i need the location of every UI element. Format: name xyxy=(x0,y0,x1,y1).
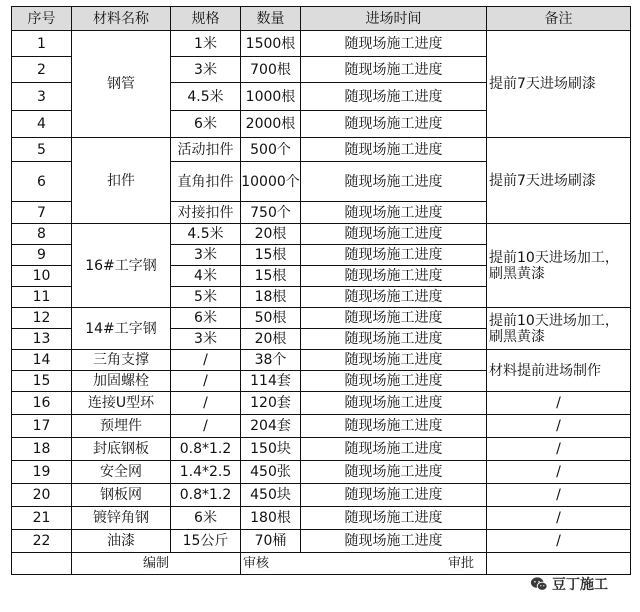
watermark-text: 豆丁施工 xyxy=(552,577,608,593)
cell-time: 随现场施工进度 xyxy=(301,308,487,329)
cell-no: 9 xyxy=(12,245,72,266)
cell-note: / xyxy=(487,507,631,530)
cell-time: 随现场施工进度 xyxy=(301,287,487,308)
cell-qty: 1500根 xyxy=(241,31,301,57)
cell-material: 扣件 xyxy=(72,138,171,224)
cell-spec: 15公斤 xyxy=(171,530,241,553)
cell-spec: 4米 xyxy=(171,266,241,287)
cell-no: 11 xyxy=(12,287,72,308)
cell-qty: 20根 xyxy=(241,224,301,245)
cell-time: 随现场施工进度 xyxy=(301,202,487,224)
cell-note: 提前10天进场加工，刷黑黄漆 xyxy=(487,308,631,350)
cell-time: 随现场施工进度 xyxy=(301,162,487,202)
table-row xyxy=(12,438,631,461)
cell-time: 随现场施工进度 xyxy=(301,329,487,350)
cell-qty: 204套 xyxy=(241,415,301,438)
cell-qty: 120套 xyxy=(241,392,301,415)
cell-spec: 1米 xyxy=(171,31,241,57)
cell-no: 8 xyxy=(12,224,72,245)
cell-no: 15 xyxy=(12,371,72,392)
cell-qty: 700根 xyxy=(241,57,301,83)
cell-note: / xyxy=(487,415,631,438)
cell-no: 10 xyxy=(12,266,72,287)
cell-no: 5 xyxy=(12,138,72,162)
header-row xyxy=(12,7,631,31)
cell-material: 连接U型环 xyxy=(72,392,171,415)
cell-spec: 对接扣件 xyxy=(171,202,241,224)
cell-spec: 0.8*1.2 xyxy=(171,484,241,507)
table-row xyxy=(12,138,631,162)
cell-time: 随现场施工进度 xyxy=(301,31,487,57)
cell-time: 随现场施工进度 xyxy=(301,484,487,507)
cell-no: 14 xyxy=(12,350,72,371)
cell-qty: 1000根 xyxy=(241,83,301,111)
cell-qty: 2000根 xyxy=(241,111,301,138)
cell-material: 钢管 xyxy=(72,31,171,138)
cell-spec: / xyxy=(171,415,241,438)
header-material: 材料名称 xyxy=(72,7,171,31)
cell-material: 14#工字钢 xyxy=(72,308,171,350)
cell-time: 随现场施工进度 xyxy=(301,266,487,287)
header-spec: 规格 xyxy=(171,7,241,31)
cell-qty: 750个 xyxy=(241,202,301,224)
cell-qty: 38个 xyxy=(241,350,301,371)
cell-note: 提前7天进场刷漆 xyxy=(487,31,631,138)
table-row xyxy=(12,308,631,329)
cell-time: 随现场施工进度 xyxy=(301,371,487,392)
cell-no: 3 xyxy=(12,83,72,111)
cell-spec: 6米 xyxy=(171,507,241,530)
footer-blank xyxy=(12,553,72,575)
cell-note: / xyxy=(487,530,631,553)
cell-qty: 18根 xyxy=(241,287,301,308)
cell-qty: 10000个 xyxy=(241,162,301,202)
cell-material: 安全网 xyxy=(72,461,171,484)
cell-no: 6 xyxy=(12,162,72,202)
cell-spec: 0.8*1.2 xyxy=(171,438,241,461)
cell-spec: / xyxy=(171,350,241,371)
cell-spec: 1.4*2.5 xyxy=(171,461,241,484)
table-row xyxy=(12,415,631,438)
cell-qty: 450块 xyxy=(241,484,301,507)
cell-time: 随现场施工进度 xyxy=(301,350,487,371)
cell-note: / xyxy=(487,392,631,415)
cell-no: 1 xyxy=(12,31,72,57)
cell-time: 随现场施工进度 xyxy=(301,83,487,111)
wechat-logo-icon xyxy=(530,575,548,593)
cell-material: 三角支撑 xyxy=(72,350,171,371)
watermark xyxy=(530,570,630,598)
cell-note: / xyxy=(487,484,631,507)
cell-time: 随现场施工进度 xyxy=(301,138,487,162)
cell-time: 随现场施工进度 xyxy=(301,224,487,245)
cell-spec: 5米 xyxy=(171,287,241,308)
table-row xyxy=(12,507,631,530)
cell-note: / xyxy=(487,461,631,484)
cell-spec: 3米 xyxy=(171,245,241,266)
cell-qty: 180根 xyxy=(241,507,301,530)
cell-qty: 50根 xyxy=(241,308,301,329)
cell-no: 7 xyxy=(12,202,72,224)
cell-no: 16 xyxy=(12,392,72,415)
compile-label: 编制 xyxy=(72,553,241,575)
cell-spec: 3米 xyxy=(171,57,241,83)
table-row xyxy=(12,350,631,371)
cell-qty: 15根 xyxy=(241,266,301,287)
cell-time: 随现场施工进度 xyxy=(301,530,487,553)
cell-spec: 4.5米 xyxy=(171,83,241,111)
header-time: 进场时间 xyxy=(301,7,487,31)
cell-qty: 150块 xyxy=(241,438,301,461)
table-row xyxy=(12,392,631,415)
cell-no: 2 xyxy=(12,57,72,83)
cell-qty: 70桶 xyxy=(241,530,301,553)
cell-spec: 6米 xyxy=(171,308,241,329)
cell-material: 16#工字钢 xyxy=(72,224,171,308)
cell-material: 预埋件 xyxy=(72,415,171,438)
cell-time: 随现场施工进度 xyxy=(301,507,487,530)
header-seq: 序号 xyxy=(12,7,72,31)
table-row xyxy=(12,461,631,484)
cell-material: 封底钢板 xyxy=(72,438,171,461)
cell-no: 22 xyxy=(12,530,72,553)
cell-material: 加固螺栓 xyxy=(72,371,171,392)
table-row xyxy=(12,31,631,57)
cell-material: 镀锌角钢 xyxy=(72,507,171,530)
cell-time: 随现场施工进度 xyxy=(301,438,487,461)
cell-spec: 直角扣件 xyxy=(171,162,241,202)
cell-spec: 3米 xyxy=(171,329,241,350)
table-row xyxy=(12,484,631,507)
cell-material: 钢板网 xyxy=(72,484,171,507)
cell-no: 17 xyxy=(12,415,72,438)
cell-note: 提前7天进场刷漆 xyxy=(487,138,631,224)
review-label: 审核 xyxy=(243,556,270,571)
cell-no: 21 xyxy=(12,507,72,530)
cell-time: 随现场施工进度 xyxy=(301,415,487,438)
cell-note: 提前10天进场加工，刷黑黄漆 xyxy=(487,224,631,308)
approve-label: 审批 xyxy=(447,556,474,571)
cell-no: 12 xyxy=(12,308,72,329)
cell-spec: / xyxy=(171,392,241,415)
cell-time: 随现场施工进度 xyxy=(301,461,487,484)
cell-spec: / xyxy=(171,371,241,392)
cell-no: 18 xyxy=(12,438,72,461)
table-row xyxy=(12,224,631,245)
cell-time: 随现场施工进度 xyxy=(301,111,487,138)
table-row xyxy=(12,530,631,553)
cell-no: 4 xyxy=(12,111,72,138)
cell-qty: 15根 xyxy=(241,245,301,266)
cell-spec: 6米 xyxy=(171,111,241,138)
cell-material: 油漆 xyxy=(72,530,171,553)
header-qty: 数量 xyxy=(241,7,301,31)
cell-note: 材料提前进场制作 xyxy=(487,350,631,392)
material-schedule-table xyxy=(11,6,631,575)
cell-time: 随现场施工进度 xyxy=(301,57,487,83)
cell-spec: 活动扣件 xyxy=(171,138,241,162)
cell-no: 13 xyxy=(12,329,72,350)
cell-qty: 20根 xyxy=(241,329,301,350)
header-note: 备注 xyxy=(487,7,631,31)
cell-qty: 114套 xyxy=(241,371,301,392)
cell-qty: 500个 xyxy=(241,138,301,162)
cell-no: 19 xyxy=(12,461,72,484)
cell-time: 随现场施工进度 xyxy=(301,245,487,266)
review-cell xyxy=(241,553,487,575)
cell-time: 随现场施工进度 xyxy=(301,392,487,415)
cell-qty: 450张 xyxy=(241,461,301,484)
cell-no: 20 xyxy=(12,484,72,507)
cell-spec: 4.5米 xyxy=(171,224,241,245)
cell-note: / xyxy=(487,438,631,461)
